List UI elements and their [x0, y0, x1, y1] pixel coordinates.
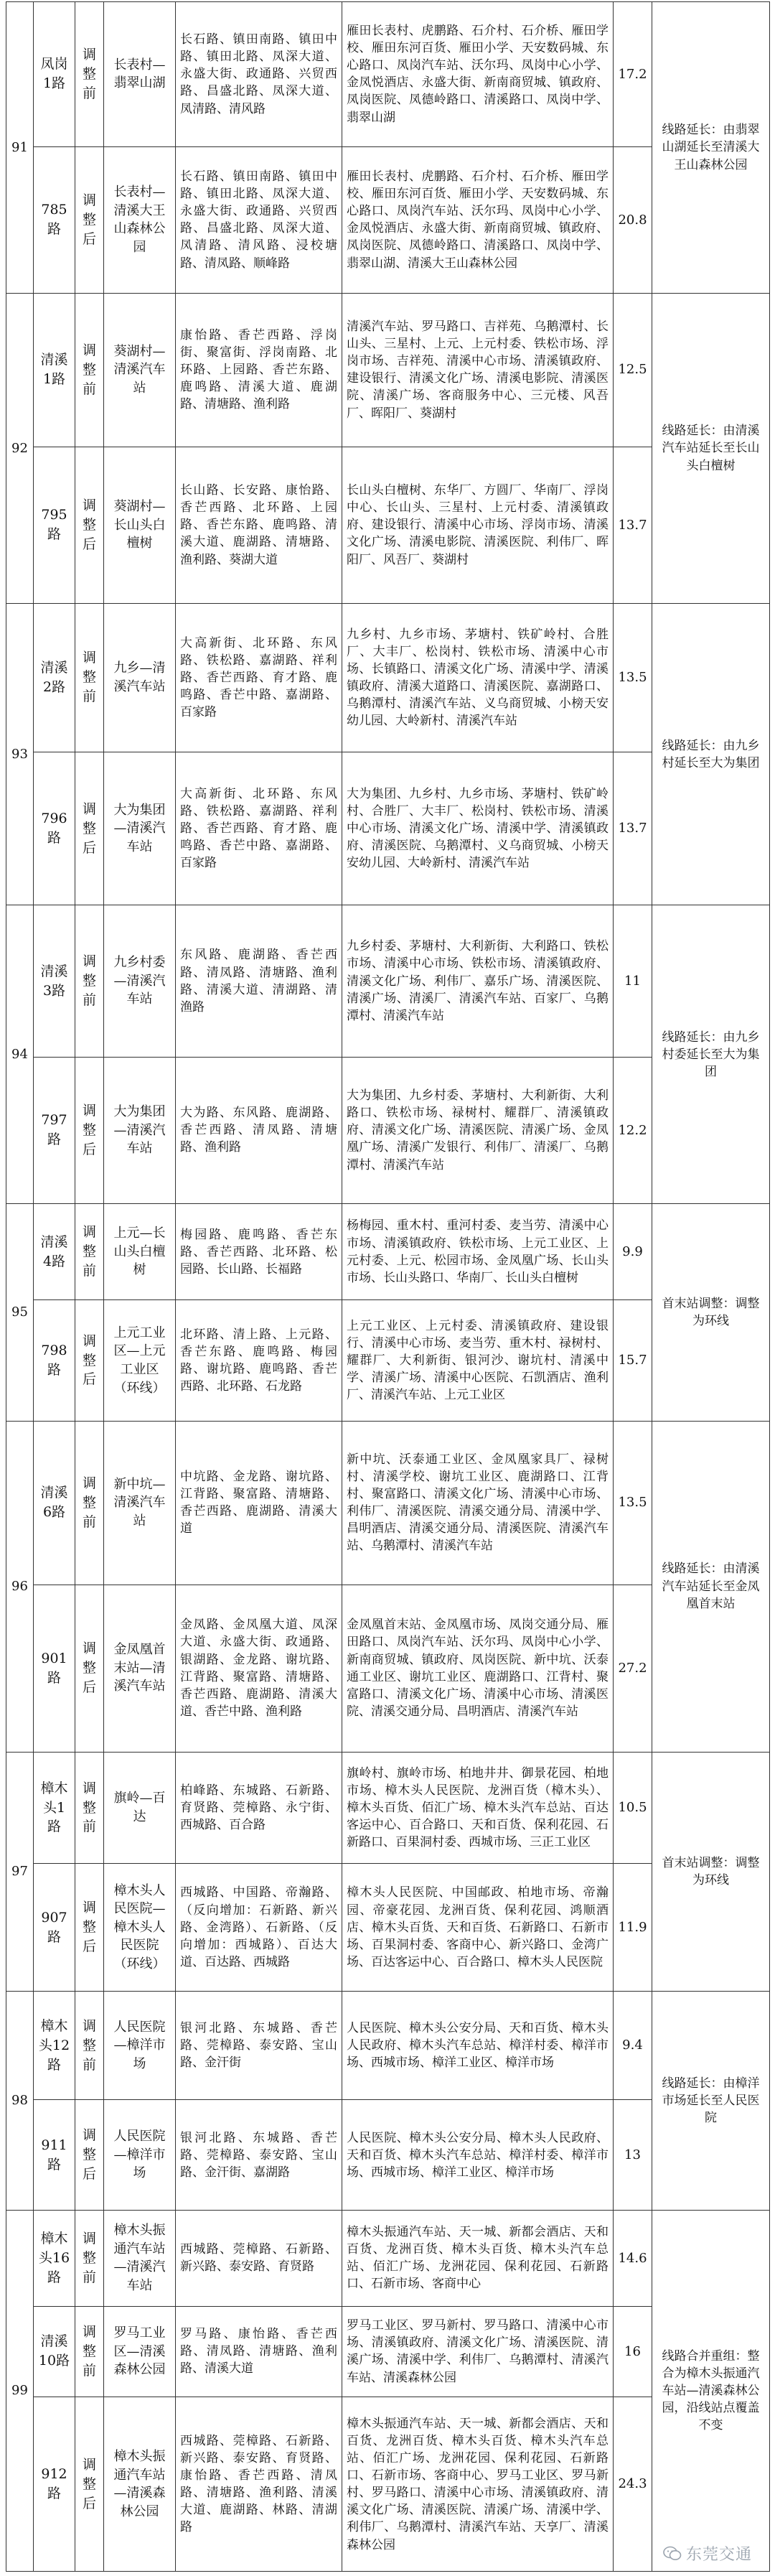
adjustment-type-cell: 调整后	[75, 2397, 104, 2572]
group-index-cell: 93	[6, 604, 34, 905]
stops-cell: 樟木头振通汽车站、天一城、新都会酒店、天和百货、龙洲百货、樟木头百货、樟木头汽车总站、佰汇广场、龙洲花园、保利花园、石新路口、石新市场、客商中心	[342, 2211, 614, 2307]
adjustment-note-cell: 线路延长：由清溪汽车站延长至金凤凰首末站	[652, 1421, 770, 1752]
length-cell: 13.5	[614, 1421, 652, 1585]
stops-cell: 雁田长表村、虎鹏路、石介村、石介桥、雁田学校、雁田东河百货、雁田小学、天安数码城、东心路口、凤岗汽车站、沃尔玛、凤岗中心小学、金凤悦酒店、永盛大街、新南商贸城、镇政府、凤岗医院、凤德岭路口、清溪路口、凤岗中学、翡翠山湖、清溪大王山森林公园	[342, 146, 614, 293]
roads-cell: 银河北路、东城路、香芒路、莞樟路、泰安路、宝山路、金汗街	[176, 1992, 342, 2100]
roads-cell: 大高新街、北环路、东风路、铁松路、嘉湖路、祥利路、香芒西路、育才路、鹿鸣路、香芒中路、嘉湖路、百家路	[176, 604, 342, 752]
route-adjustment-table-page	[6, 1, 769, 2572]
group-index-cell: 98	[6, 1992, 34, 2211]
stops-cell: 旗岭村、旗岭市场、柏地井井、御景花园、柏地市场、樟木头人民医院、龙洲百货（樟木头）、樟木头百货、佰汇广场、樟木头汽车总站、百达客运中心、百合路口、天和百货、保利花园、石新路口、百果洞村委、西城市场、三正工业区	[342, 1752, 614, 1864]
group-index-cell: 91	[6, 2, 34, 294]
adjustment-type-cell: 调整后	[75, 1864, 104, 1992]
terminals-cell: 人民医院—樟洋市场	[104, 2100, 176, 2211]
length-cell: 10.5	[614, 1752, 652, 1864]
length-cell: 24.3	[614, 2397, 652, 2572]
roads-cell: 西城路、莞樟路、石新路、新兴路、泰安路、育贤路、康怡路、香芒西路、清凤路、清塘路、渔利路、清溪大道、鹿湖路、林路、清湖路	[176, 2397, 342, 2572]
terminals-cell: 金凤凰首末站—清溪汽车站	[104, 1585, 176, 1752]
adjustment-type-cell: 调整后	[75, 1057, 104, 1203]
adjustment-type-cell: 调整前	[75, 2211, 104, 2307]
terminals-cell: 长表村—清溪大王山森林公园	[104, 146, 176, 293]
group-index-cell: 94	[6, 905, 34, 1203]
line-name-cell: 樟木头16路	[34, 2211, 75, 2307]
watermark-text: 东莞交通	[685, 2546, 752, 2564]
length-cell: 13	[614, 2100, 652, 2211]
adjustment-type-cell: 调整前	[75, 293, 104, 447]
line-name-cell: 796路	[34, 752, 75, 905]
adjustment-note-cell: 线路延长：由九乡村委延长至大为集团	[652, 905, 770, 1203]
line-name-cell: 樟木头1路	[34, 1752, 75, 1864]
stops-cell: 人民医院、樟木头公安分局、樟木头人民政府、天和百货、樟木头汽车总站、樟洋村委、樟洋市场、西城市场、樟洋工业区、樟洋市场	[342, 2100, 614, 2211]
line-name-cell: 901路	[34, 1585, 75, 1752]
length-cell: 16	[614, 2306, 652, 2397]
length-cell: 14.6	[614, 2211, 652, 2307]
terminals-cell: 上元工业区—上元工业区（环线）	[104, 1300, 176, 1421]
terminals-cell: 人民医院—樟洋市场	[104, 1992, 176, 2100]
line-name-cell: 797路	[34, 1057, 75, 1203]
roads-cell: 北环路、清上路、上元路、香芒东路、鹿鸣路、梅园路、谢坑路、鹿鸣路、香芒西路、北环路、石龙路	[176, 1300, 342, 1421]
stops-cell: 九乡村、九乡市场、茅塘村、铁矿岭村、合胜厂、大丰厂、松岗村、铁松市场、清溪中心市场、长镇路口、清溪文化广场、清溪中学、清溪镇政府、清溪大道路口、清溪医院、嘉湖路口、乌鹅潭村、清溪汽车站、义乌商贸城、小榜天安幼儿园、大岭新村、清溪汽车站	[342, 604, 614, 752]
length-cell: 12.5	[614, 293, 652, 447]
terminals-cell: 上元—长山头白檀树	[104, 1203, 176, 1299]
roads-cell: 康怡路、香芒西路、浮岗街、聚富街、浮岗南路、北环路、上园路、香芒东路、鹿鸣路、清溪大道、鹿湖路、清塘路、渔利路	[176, 293, 342, 447]
roads-cell: 银河北路、东城路、香芒路、莞樟路、泰安路、宝山路、金汗街、嘉湖路	[176, 2100, 342, 2211]
adjustment-type-cell: 调整后	[75, 2100, 104, 2211]
length-cell: 27.2	[614, 1585, 652, 1752]
adjustment-note-cell: 线路延长：由樟洋市场延长至人民医院	[652, 1992, 770, 2211]
adjustment-type-cell: 调整前	[75, 604, 104, 752]
length-cell: 13.7	[614, 752, 652, 905]
group-index-cell: 96	[6, 1421, 34, 1752]
adjustment-note-cell: 首末站调整：调整为环线	[652, 1752, 770, 1991]
line-name-cell: 凤岗1路	[34, 2, 75, 147]
adjustment-note-cell: 线路合并重组：整合为樟木头振通汽车站—清溪森林公园，沿线站点覆盖不变	[652, 2211, 770, 2572]
terminals-cell: 九乡—清溪汽车站	[104, 604, 176, 752]
length-cell: 15.7	[614, 1300, 652, 1421]
table-row	[6, 1992, 770, 2100]
roads-cell: 金凤路、金凤凰大道、凤深大道、永盛大街、政通路、银湖路、金龙路、谢坑路、江背路、聚富路、清塘路、香芒西路、鹿湖路、清溪大道、香芒中路、渔利路	[176, 1585, 342, 1752]
table-row	[6, 905, 770, 1057]
adjustment-type-cell: 调整后	[75, 447, 104, 604]
terminals-cell: 樟木头振通汽车站—清溪汽车站	[104, 2211, 176, 2307]
line-name-cell: 清溪4路	[34, 1203, 75, 1299]
stops-cell: 清溪汽车站、罗马路口、吉祥苑、乌鹅潭村、长山头、三星村、上元、上元村委、铁松市场、浮岗市场、吉祥苑、清溪中心市场、清溪镇政府、建设银行、清溪文化广场、清溪电影院、清溪医院、清溪广场、客商服务中心、三元楼、风吾厂、晖阳厂、葵湖村	[342, 293, 614, 447]
stops-cell: 金凤凰首末站、金凤凰市场、凤岗交通分局、雁田路口、凤岗汽车站、沃尔玛、凤岗中心小学、新南商贸城、镇政府、凤岗医院、新中坑、沃泰通工业区、谢坑工业区、鹿湖路口、江背村、聚富路口、清溪文化广场、清溪中心市场、清溪医院、清溪交通分局、昌明酒店、清溪汽车站	[342, 1585, 614, 1752]
terminals-cell: 樟木头振通汽车站—清溪森林公园	[104, 2397, 176, 2572]
line-name-cell: 911路	[34, 2100, 75, 2211]
roads-cell: 西城路、莞樟路、石新路、新兴路、泰安路、育贤路	[176, 2211, 342, 2307]
stops-cell: 杨梅园、重木村、重河村委、麦当劳、清溪中心市场、清溪镇政府、铁松市场、上元工业区、上元村委、上元、松园市场、金凤凰广场、长山头市场、长山头路口、华南厂、长山头白檀树	[342, 1203, 614, 1299]
line-name-cell: 清溪6路	[34, 1421, 75, 1585]
stops-cell: 九乡村委、茅塘村、大利新街、大利路口、铁松市场、清溪中心市场、铁松市场、清溪镇政府、清溪文化广场、利伟厂、嘉乐广场、清溪医院、清溪广场、清溪厂、清溪汽车站、百家厂、乌鹅潭村、清溪汽车站	[342, 905, 614, 1057]
stops-cell: 大为集团、九乡村委、茅塘村、大利新街、大利路口、铁松市场、禄树村、耀群厂、清溪镇政府、清溪文化广场、清溪医院、清溪广场、金凤凰广场、清溪广发银行、利伟厂、清溪厂、乌鹅潭村、清溪汽车站	[342, 1057, 614, 1203]
group-index-cell: 92	[6, 293, 34, 603]
stops-cell: 人民医院、樟木头公安分局、天和百货、樟木头人民政府、樟木头汽车总站、樟洋村委、樟洋市场、西城市场、樟洋工业区、樟洋市场	[342, 1992, 614, 2100]
terminals-cell: 罗马工业区—清溪森林公园	[104, 2306, 176, 2397]
adjustment-note-cell: 线路延长：由清溪汽车站延长至长山头白檀树	[652, 293, 770, 603]
roads-cell: 柏峰路、东城路、石新路、育贤路、莞樟路、永宁街、西城路、百合路	[176, 1752, 342, 1864]
line-name-cell: 清溪10路	[34, 2306, 75, 2397]
length-cell: 13.7	[614, 447, 652, 604]
stops-cell: 大为集团、九乡村、九乡市场、茅塘村、铁矿岭村、合胜厂、大丰厂、松岗村、铁松市场、清溪中心市场、清溪文化广场、清溪中学、清溪镇政府、清溪医院、乌鹅潭村、义乌商贸城、小榜天安幼儿园、大岭新村、清溪汽车站	[342, 752, 614, 905]
wechat-icon	[663, 2546, 682, 2562]
table-row	[6, 1421, 770, 1585]
line-name-cell: 清溪3路	[34, 905, 75, 1057]
terminals-cell: 长表村—翡翠山湖	[104, 2, 176, 147]
stops-cell: 樟木头振通汽车站、天一城、新都会酒店、天和百货、龙洲百货、樟木头百货、樟木头汽车总站、佰汇广场、龙洲花园、保利花园、石新路口、石新市场、客商中心、罗马工业区、罗马新村、罗马路口、清溪中心市场、清溪镇政府、清溪文化广场、清溪医院、清溪广场、清溪中学、利伟厂、乌鹅潭村、清溪汽车站、天享厂、清溪森林公园	[342, 2397, 614, 2572]
roads-cell: 长石路、镇田南路、镇田中路、镇田北路、凤深大道、永盛大街、政通路、兴贸西路、昌盛北路、凤深大道、凤清路、清风路、浸校塘路、清凤路、顺峰路	[176, 146, 342, 293]
length-cell: 13.5	[614, 604, 652, 752]
adjustment-type-cell: 调整后	[75, 146, 104, 293]
table-row	[6, 1203, 770, 1299]
roads-cell: 罗马路、康怡路、香芒西路、清凤路、清塘路、渔利路、清溪大道	[176, 2306, 342, 2397]
roads-cell: 大高新街、北环路、东风路、铁松路、嘉湖路、祥利路、香芒西路、育才路、鹿鸣路、香芒中路、嘉湖路、百家路	[176, 752, 342, 905]
line-name-cell: 785路	[34, 146, 75, 293]
length-cell: 9.9	[614, 1203, 652, 1299]
length-cell: 11.9	[614, 1864, 652, 1992]
adjustment-note-cell: 首末站调整：调整为环线	[652, 1203, 770, 1421]
adjustment-type-cell: 调整后	[75, 1300, 104, 1421]
route-adjustment-table	[6, 1, 770, 2572]
adjustment-type-cell: 调整前	[75, 1752, 104, 1864]
length-cell: 20.8	[614, 146, 652, 293]
terminals-cell: 九乡村委—清溪汽车站	[104, 905, 176, 1057]
stops-cell: 罗马工业区、罗马新村、罗马路口、清溪中心市场、清溪镇政府、清溪文化广场、清溪医院、清溪广场、清溪中学、利伟厂、乌鹅潭村、清溪汽车站、清溪森林公园	[342, 2306, 614, 2397]
stops-cell: 上元工业区、上元村委、清溪镇政府、建设银行、清溪中心市场、麦当劳、重木村、禄树村、耀群厂、大利新街、银河沙、谢坑村、清溪中学、清溪广场、清溪中心医院、石凯酒店、渔利厂、清溪汽车站、上元工业区	[342, 1300, 614, 1421]
adjustment-type-cell: 调整后	[75, 752, 104, 905]
stops-cell: 新中坑、沃泰通工业区、金凤凰家具厂、禄树村、清溪学校、谢坑工业区、鹿湖路口、江背村、聚富路口、清溪文化广场、清溪中心市场、利伟厂、清溪医院、清溪交通分局、清溪中学、昌明酒店、清溪交通分局、清溪医院、清溪汽车站、乌鹅潭村、清溪汽车站	[342, 1421, 614, 1585]
length-cell: 11	[614, 905, 652, 1057]
line-name-cell: 清溪1路	[34, 293, 75, 447]
roads-cell: 梅园路、鹿鸣路、香芒东路、香芒西路、北环路、松园路、长山路、长福路	[176, 1203, 342, 1299]
line-name-cell: 912路	[34, 2397, 75, 2572]
length-cell: 12.2	[614, 1057, 652, 1203]
stops-cell: 长山头白檀树、东华厂、方圆厂、华南厂、浮岗中心、长山头、三星村、上元村委、清溪镇政府、建设银行、清溪中心市场、浮岗市场、清溪文化广场、清溪电影院、清溪医院、利伟厂、晖阳厂、风吾厂、葵湖村	[342, 447, 614, 604]
adjustment-type-cell: 调整前	[75, 2, 104, 147]
terminals-cell: 旗岭—百达	[104, 1752, 176, 1864]
group-index-cell: 95	[6, 1203, 34, 1421]
table-row	[6, 1752, 770, 1864]
terminals-cell: 大为集团—清溪汽车站	[104, 1057, 176, 1203]
stops-cell: 雁田长表村、虎鹏路、石介村、石介桥、雁田学校、雁田东河百货、雁田小学、天安数码城、东心路口、凤岗汽车站、沃尔玛、凤岗中心小学、金凤悦酒店、永盛大街、新南商贸城、镇政府、凤岗医院、凤德岭路口、清溪路口、凤岗中学、翡翠山湖	[342, 2, 614, 147]
roads-cell: 中坑路、金龙路、谢坑路、江背路、聚富路、清塘路、香芒西路、鹿湖路、清溪大道	[176, 1421, 342, 1585]
line-name-cell: 907路	[34, 1864, 75, 1992]
adjustment-type-cell: 调整前	[75, 1203, 104, 1299]
adjustment-type-cell: 调整前	[75, 1992, 104, 2100]
terminals-cell: 新中坑—清溪汽车站	[104, 1421, 176, 1585]
watermark	[663, 2542, 752, 2565]
terminals-cell: 葵湖村—长山头白檀树	[104, 447, 176, 604]
length-cell: 17.2	[614, 2, 652, 147]
terminals-cell: 葵湖村—清溪汽车站	[104, 293, 176, 447]
table-row	[6, 604, 770, 752]
adjustment-type-cell: 调整前	[75, 1421, 104, 1585]
roads-cell: 长石路、镇田南路、镇田中路、镇田北路、凤深大道、永盛大街、政通路、兴贸西路、昌盛北路、凤深大道、凤清路、清风路	[176, 2, 342, 147]
adjustment-note-cell: 线路延长：由翡翠山湖延长至清溪大王山森林公园	[652, 2, 770, 294]
terminals-cell: 樟木头人民医院—樟木头人民医院（环线）	[104, 1864, 176, 1992]
table-row	[6, 293, 770, 447]
table-row	[6, 2, 770, 147]
roads-cell: 东风路、鹿湖路、香芒西路、清凤路、清塘路、渔利路、清溪大道、清湖路、清渔路	[176, 905, 342, 1057]
group-index-cell: 97	[6, 1752, 34, 1991]
adjustment-type-cell: 调整前	[75, 2306, 104, 2397]
adjustment-type-cell: 调整后	[75, 1585, 104, 1752]
length-cell: 9.4	[614, 1992, 652, 2100]
line-name-cell: 798路	[34, 1300, 75, 1421]
roads-cell: 长山路、长安路、康怡路、香芒西路、北环路、上园路、香芒东路、鹿鸣路、清溪大道、鹿湖路、清塘路、渔利路、葵湖大道	[176, 447, 342, 604]
adjustment-note-cell: 线路延长：由九乡村延长至大为集团	[652, 604, 770, 905]
roads-cell: 西城路、中国路、帝瀚路、（反向增加：石新路、新兴路、金湾路）、石新路、（反向增加：西城路）、百达大道、百达路、西城路	[176, 1864, 342, 1992]
line-name-cell: 清溪2路	[34, 604, 75, 752]
line-name-cell: 樟木头12路	[34, 1992, 75, 2100]
stops-cell: 樟木头人民医院、中国邮政、柏地市场、帝瀚园、帝豪花园、龙洲百货、保利花园、鸿顺酒店、樟木头百货、天和百货、石新路口、石新市场、百果洞村委、客商中心、新兴路口、金湾广场、百达客运中心、百合路口、樟木头人民医院	[342, 1864, 614, 1992]
terminals-cell: 大为集团—清溪汽车站	[104, 752, 176, 905]
roads-cell: 大为路、东风路、鹿湖路、香芒西路、清凤路、清塘路、渔利路	[176, 1057, 342, 1203]
line-name-cell: 795路	[34, 447, 75, 604]
table-row	[6, 2211, 770, 2307]
table-body	[6, 2, 770, 2572]
adjustment-type-cell: 调整前	[75, 905, 104, 1057]
group-index-cell: 99	[6, 2211, 34, 2572]
